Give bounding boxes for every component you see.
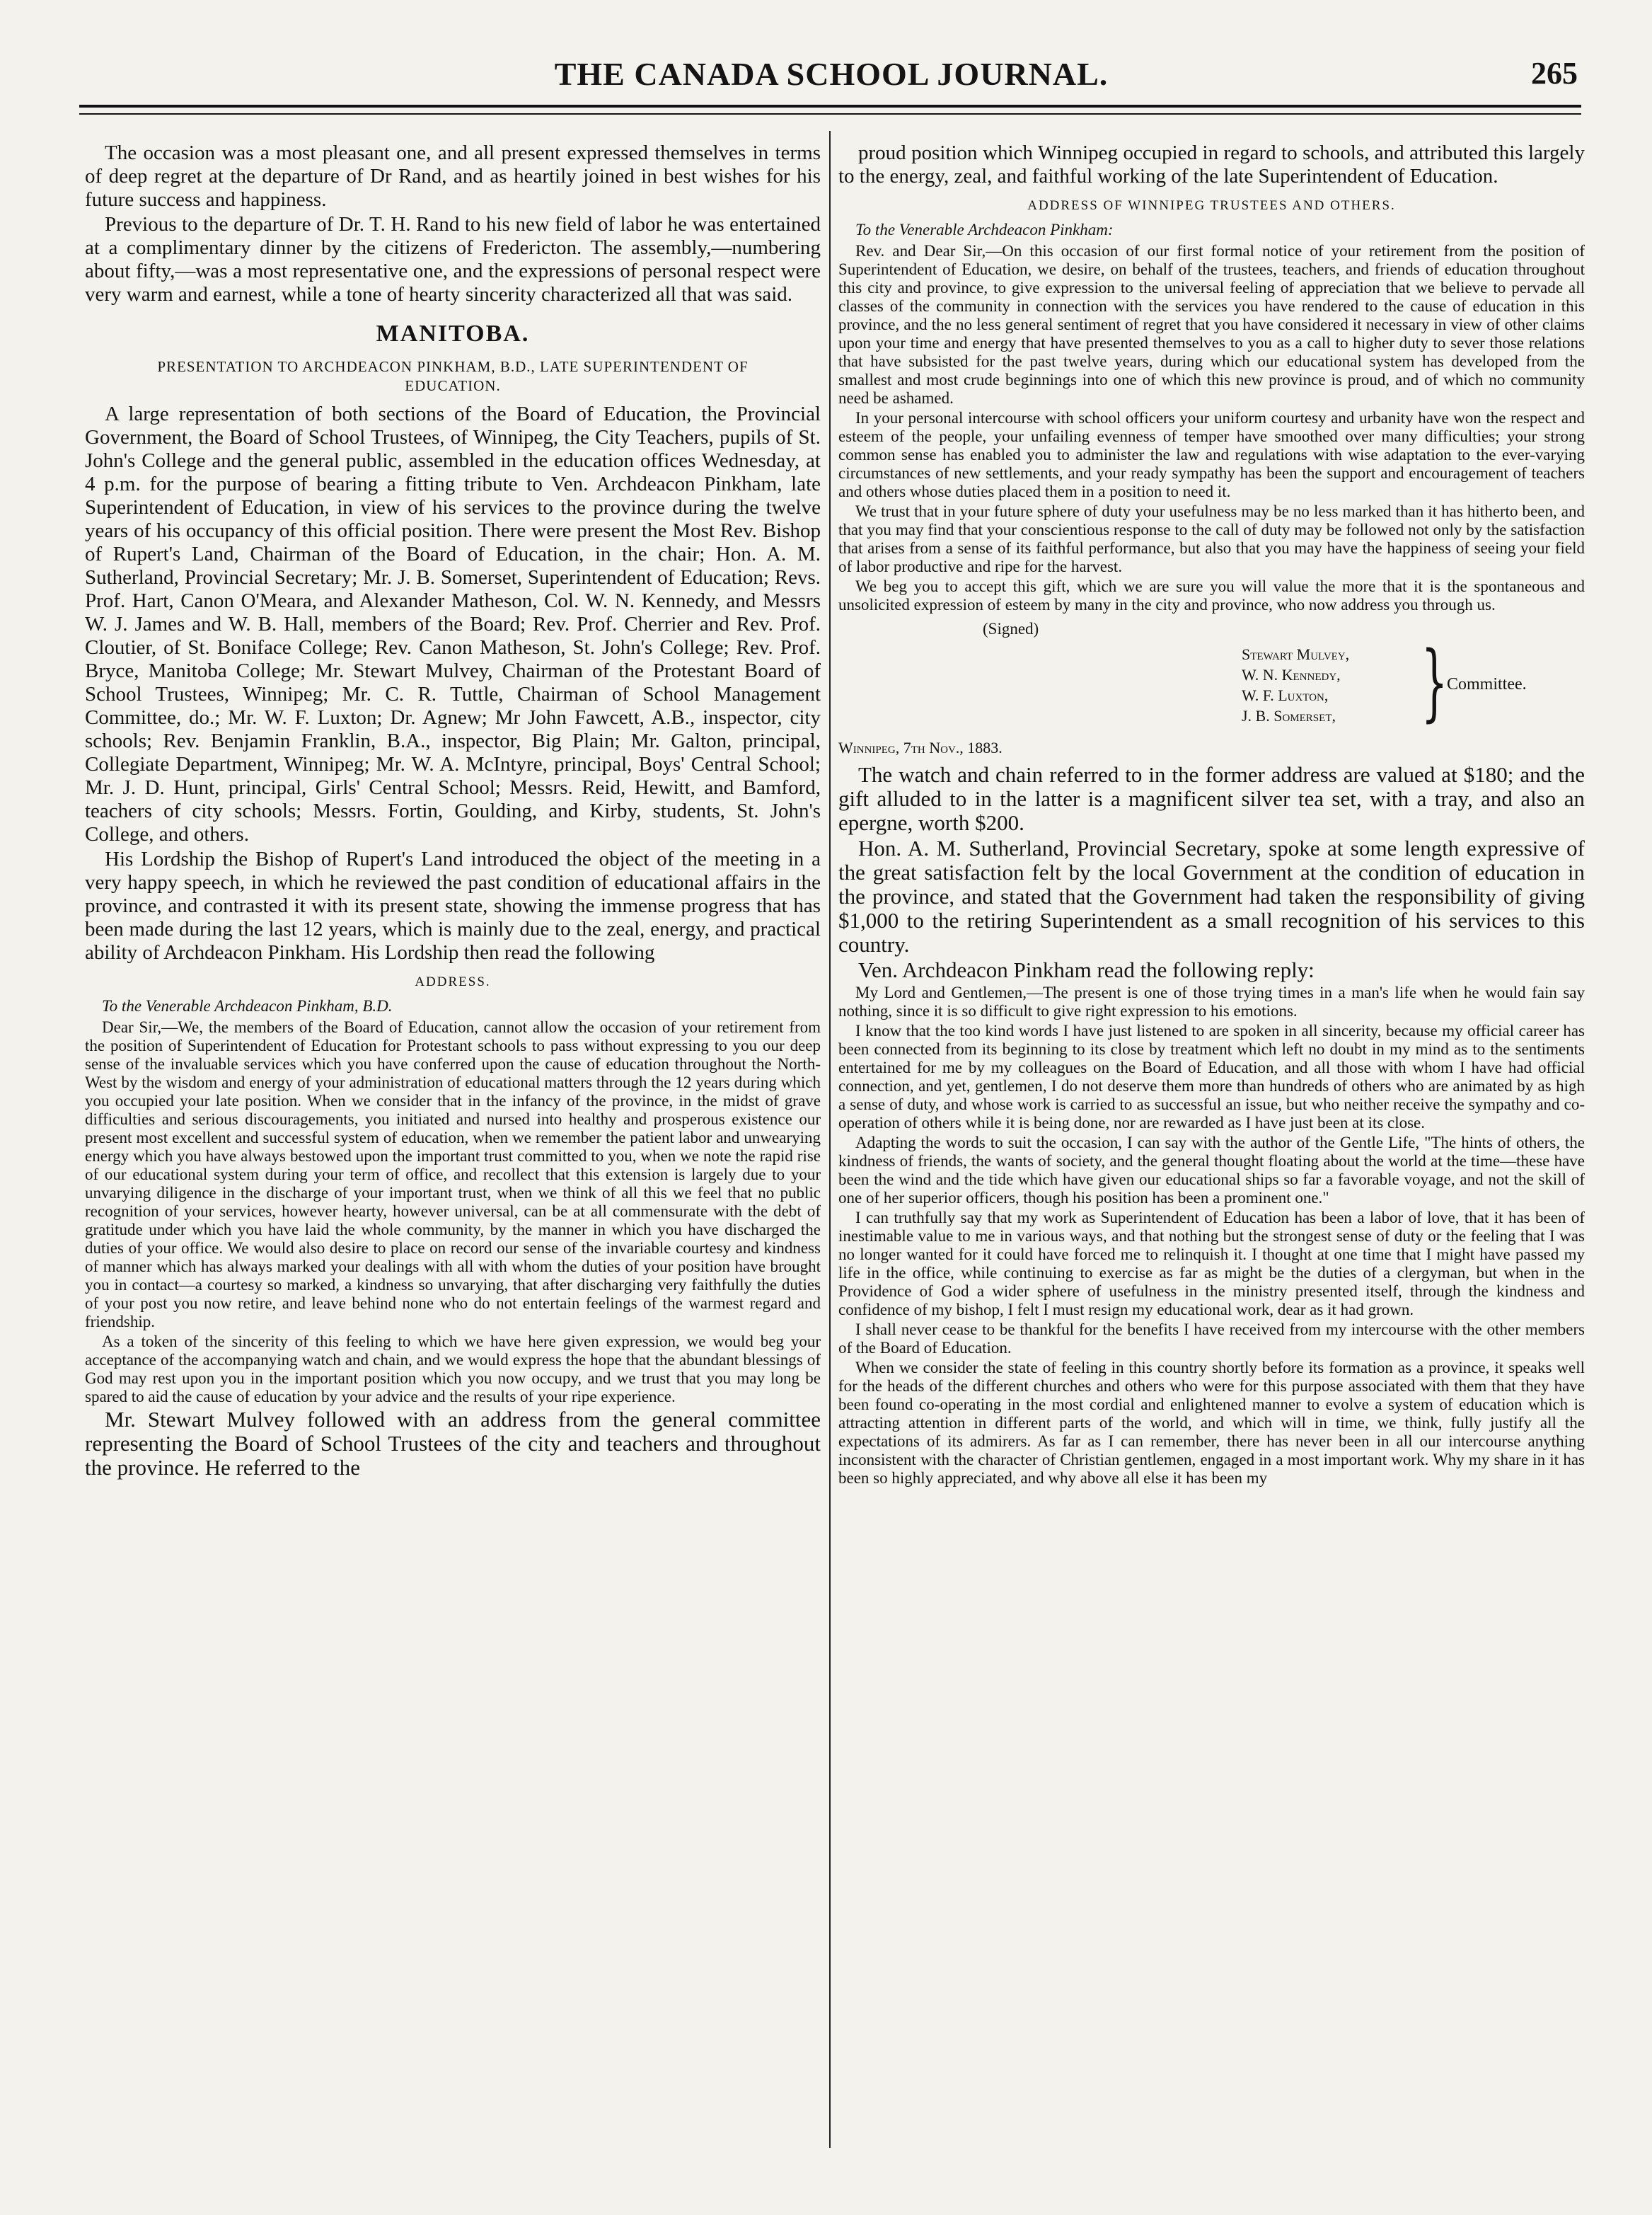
article-paragraph: Hon. A. M. Sutherland, Provincial Secretary, spoke at some length expressive of the great satisfaction felt by the local Government at the condition of education in the province, and stated that the Government had taken the responsibility of giving $1,000 to the retiring Superintendent as a small recognition of his services to this country. xyxy=(838,836,1585,957)
address-paragraph: As a token of the sincerity of this feeling to which we have here given expression, we would beg your acceptance of the accompanying watch and chain, and we would express the hope that the abundant blessings of God may rest upon you in the important position which you now occupy, and we trust that you may long be spared to aid the cause of education by your advice and the results of your ripe experience. xyxy=(85,1333,821,1405)
article-paragraph: proud position which Winnipeg occupied in regard to schools, and attributed this largely to the energy, zeal, and faithful working of the late Superintendent of Education. xyxy=(838,142,1585,188)
reply-paragraph: My Lord and Gentlemen,—The present is one of those trying times in a man's life when he would fain say nothing, since it is so difficult to give right expression to his emotions. xyxy=(838,984,1585,1020)
address-heading: ADDRESS. xyxy=(415,974,491,989)
article-paragraph: The watch and chain referred to in the former address are valued at $180; and the gift alluded to in the latter is a magnificent silver tea set, with a tray, and also an epergne, worth $200. xyxy=(838,762,1585,835)
section-title: MANITOBA. xyxy=(376,321,530,347)
article-paragraph: His Lordship the Bishop of Rupert's Land introduced the object of the meeting in a very happy speech, in which he reviewed the past condition of educational affairs in the province, and contrasted it with its present state, showing the immense progress that has been made during the last 12 years, which is mainly due to the zeal, energy, and practical ability of Archdeacon Pinkham. His Lordship then read the following xyxy=(85,848,821,964)
dateline: Winnipeg, 7th Nov., 1883. xyxy=(838,739,1003,756)
brace-icon: } xyxy=(1421,633,1448,730)
right-column xyxy=(838,142,1585,2151)
reply-paragraph: I know that the too kind words I have just listened to are spoken in all sincerity, because my official career has been connected from its beginning to its close by treatment which left no doubt in my mind as to the sentiments entertained for me by my colleagues on the Board of Education, and all those with whom I have had official connection, and yet, gentlemen, I do not deserve them more than hundreds of others who are animated by as high a sense of duty, and whose work is carried to as successful an issue, but who neither receive the sympathy and co-operation of others while it is being done, nor are rewarded as I have just been at its close. xyxy=(838,1022,1585,1132)
committee-member: Stewart Mulvey, xyxy=(1242,645,1350,663)
address-paragraph: We beg you to accept this gift, which we are sure you will value the more that it is the spontaneous and unsolicited expression of esteem by many in the city and province, who now address you through us. xyxy=(838,577,1585,614)
address-paragraph: We trust that in your future sphere of duty your usefulness may be no less marked than it has hitherto been, and that you may find that your conscientious response to the call of duty may be followed not only by the satisfaction that arises from a sense of its faithful performance, but also that you may have the happiness of seeing your field of labor productive and ripe for the harvest. xyxy=(838,502,1585,575)
committee-names xyxy=(1242,644,1349,726)
article-paragraph: The occasion was a most pleasant one, and all present expressed themselves in terms of deep regret at the departure of Dr Rand, and as heartily joined in best wishes for his future success and happiness. xyxy=(85,142,821,211)
committee-label: Committee. xyxy=(1447,675,1527,694)
committee-member: W. N. Kennedy, xyxy=(1242,666,1341,684)
header-rule-thin xyxy=(79,113,1581,115)
committee-member: J. B. Somerset, xyxy=(1242,707,1336,725)
address-salutation: To the Venerable Archdeacon Pinkham, B.D. xyxy=(102,997,393,1015)
journal-title: THE CANADA SCHOOL JOURNAL. xyxy=(554,56,1109,92)
signature-block xyxy=(838,633,1585,735)
reply-paragraph: Adapting the words to suit the occasion, I can say with the author of the Gentle Life, "The hints of others, the kindness of friends, the wants of society, and the general thought floating about the world at the time—these have been the wind and the tide which have given our educational ships so far a favorable voyage, and not the skill of one of her superior officers, though his position has been a prominent one." xyxy=(838,1134,1585,1207)
left-column xyxy=(85,142,821,2151)
address-salutation: To the Venerable Archdeacon Pinkham: xyxy=(855,221,1114,238)
article-paragraph: A large representation of both sections of the Board of Education, the Provincial Government, the Board of School Trustees, of Winnipeg, the City Teachers, pupils of St. John's College and the general public, assembled in the education offices Wednesday, at 4 p.m. for the purpose of bearing a fitting tribute to Ven. Archdeacon Pinkham, late Superintendent of Education, in view of his services to the province during the twelve years of his occupancy of this official position. There were present the Most Rev. Bishop of Rupert's Land, Chairman of the Board of Education, in the chair; Hon. A. M. Sutherland, Provincial Secretary; Mr. J. B. Somerset, Superintendent of Education; Revs. Prof. Hart, Canon O'Meara, and Alexander Matheson, Col. W. N. Kennedy, and Messrs W. J. James and W. B. Hall, members of the Board; Rev. Prof. Cherrier and Rev. Prof. Cloutier, of St. Boniface College; Rev. Canon Matheson, St. John's College; Rev. Prof. Bryce, Manitoba College; Mr. Stewart Mulvey, Chairman of the Protestant Board of School Trustees, Winnipeg; Mr. C. R. Tuttle, Chairman of School Management Committee, do.; Mr. W. F. Luxton; Dr. Agnew; Mr John Fawcett, A.B., inspector, city schools; Rev. Benjamin Franklin, B.A., inspector, Big Plain; Mr. Galton, principal, Collegiate Department, Winnipeg; Mr. W. A. McIntyre, principal, Boys' Central School; Mr. J. D. Hunt, principal, Girls' Central School; Messrs. Reid, Hewitt, and Bamford, teachers of city schools; Messrs. Fortin, Goulding, and Kirby, students, St. John's College, and others. xyxy=(85,403,821,846)
address-heading: ADDRESS OF WINNIPEG TRUSTEES AND OTHERS. xyxy=(1027,198,1396,213)
signed-label: (Signed) xyxy=(983,620,1039,638)
reply-paragraph: I can truthfully say that my work as Superintendent of Education has been a labor of love, that it has been of inestimable value to me in various ways, and that nothing but the strongest sense of duty or the feeling that I was no longer wanted for it could have forced me to relinquish it. I thought at one time that I might have passed my life in the office, while continuing to exercise as far as might be the duties of a clergyman, but when in the Providence of God a wider sphere of usefulness in the ministry presented itself, through the kindness and confidence of my bishop, I felt I must resign my educational work, dear as it had grown. xyxy=(838,1209,1585,1318)
header-rule-thick xyxy=(79,105,1581,108)
reply-paragraph: When we consider the state of feeling in this country shortly before its formation as a province, it speaks well for the heads of the different churches and others who were for this purpose associated with them that they have been found co-operating in the most cordial and enlightened manner to evolve a system of education which is attracting attention in different parts of the world, and which will in time, we think, fully justify all the expectations of its admirers. As far as I can remember, there has never been in all our intercourse anything inconsistent with the character of Christian gentlemen, engaged in a most important work. Why my share in it has been so highly appreciated, and why above all else it has been my xyxy=(838,1359,1585,1487)
section-subheading: PRESENTATION TO ARCHDEACON PINKHAM, B.D., LATE SUPERINTENDENT OF EDUCATION. xyxy=(157,358,749,394)
address-paragraph: Dear Sir,—We, the members of the Board of Education, cannot allow the occasion of your retirement from the position of Superintendent of Education for Protestant schools to pass without expressing to you our deep sense of the invaluable services which you have conferred upon the cause of education throughout the North-West by the wisdom and energy of your administration of educational matters through the 12 years during which you occupied your late position. When we consider that in the infancy of the province, in the midst of grave difficulties and serious discouragements, you initiated and nursed into healthy and prosperous existence our present most excellent and successful system of education, when we remember the patient labor and unwearying energy which you have always bestowed upon the important trust committed to you, when we note the rapid rise of our educational system during your term of office, and recollect that this extension is largely due to your unvarying diligence in the discharge of your important trust, when we think of all this we feel that no public recognition of your services, however hearty, however universal, can be at all commensurate with the debt of gratitude under which you have laid the whole community, by the manner in which you have discharged the duties of your office. We would also desire to place on record our sense of the invariable courtesy and kindness of manner which has always marked your dealings with all with whom the duties of your position have brought you in contact—a courtesy so marked, a kindness so unvarying, that after discharging very faithfully the duties of your post you now retire, and leave behind none who do not entertain feelings of the warmest regard and friendship. xyxy=(85,1018,821,1330)
article-paragraph: Ven. Archdeacon Pinkham read the following reply: xyxy=(858,957,1315,982)
address-paragraph: Rev. and Dear Sir,—On this occasion of our first formal notice of your retirement from the position of Superintendent of Education, we desire, on behalf of the trustees, teachers, and friends of education throughout this city and province, to give expression to the universal feeling of appreciation that we believe to pervade all classes of the community in connection with the services you have rendered to the cause of education in this province, and the no less general sentiment of regret that you have considered it necessary in view of other claims upon your time and energy that have presented themselves to you as a call to higher duty to sever those relations that have subsisted for the past twelve years, during which our educational system has developed from the smallest and most crude beginnings into one of which this new province is proud, and of which no community need be ashamed. xyxy=(838,242,1585,407)
column-divider xyxy=(829,131,831,2148)
reply-paragraph: I shall never cease to be thankful for the benefits I have received from my intercourse with the other members of the Board of Education. xyxy=(838,1321,1585,1357)
article-paragraph: Mr. Stewart Mulvey followed with an address from the general committee representing the Board of School Trustees of the city and teachers and throughout the province. He referred to the xyxy=(85,1407,821,1480)
committee-member: W. F. Luxton, xyxy=(1242,686,1329,704)
page-number: 265 xyxy=(1531,56,1578,91)
address-paragraph: In your personal intercourse with school officers your uniform courtesy and urbanity have won the respect and esteem of the people, your unfailing evenness of temper have smoothed over many difficulties; your strong common sense has enabled you to administer the law and regulations with wise adaptation to the ever-varying circumstances of new settlements, and your ready sympathy has been the support and encouragement of teachers and others whose duties placed them in a position to need it. xyxy=(838,409,1585,500)
article-paragraph: Previous to the departure of Dr. T. H. Rand to his new field of labor he was entertained at a complimentary dinner by the citizens of Fredericton. The assembly,—numbering about fifty,—was a most representative one, and the expressions of personal respect were very warm and earnest, while a tone of hearty sincerity characterized all that was said. xyxy=(85,213,821,306)
